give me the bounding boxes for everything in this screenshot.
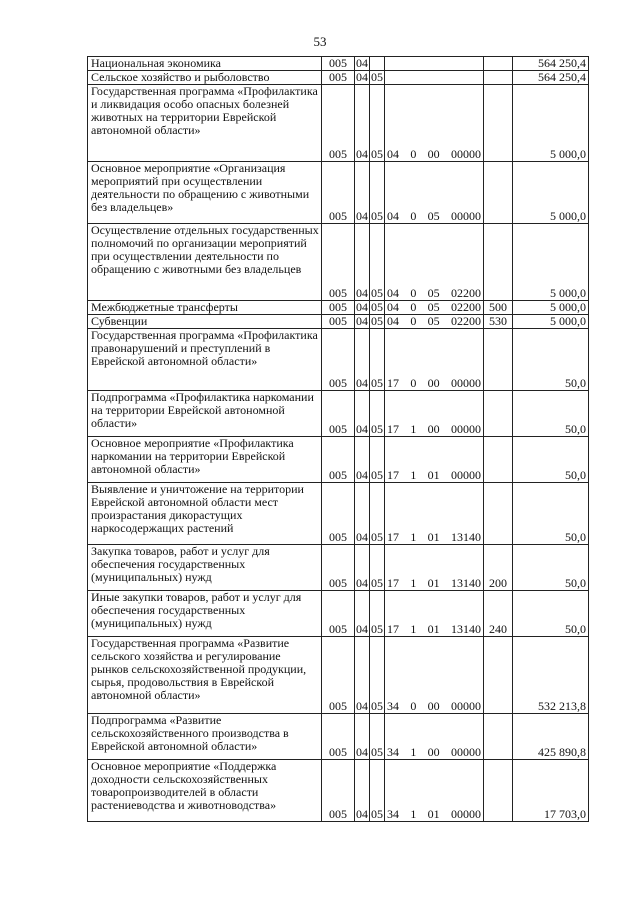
row-expense-type-code bbox=[484, 57, 513, 71]
row-name: Государственная программа «Профилактика и ликвидация особо опасных болезней животных на территории Еврейской автономной области» bbox=[88, 85, 322, 162]
row-name: Субвенции bbox=[88, 315, 322, 329]
target-article-code-part: 0 bbox=[410, 209, 417, 223]
row-amount: 532 213,8 bbox=[513, 637, 589, 714]
row-expense-type-code: 500 bbox=[484, 301, 513, 315]
target-article-code-part: 34 bbox=[387, 745, 399, 759]
row-target-article-code bbox=[385, 57, 484, 71]
row-amount: 425 890,8 bbox=[513, 714, 589, 760]
target-article-code-part: 01 bbox=[427, 576, 440, 590]
row-expense-type-code bbox=[484, 437, 513, 483]
row-ved-code: 005 bbox=[322, 57, 355, 71]
row-expense-type-code bbox=[484, 224, 513, 301]
row-amount: 50,0 bbox=[513, 591, 589, 637]
target-article-code-part: 04 bbox=[387, 209, 399, 223]
target-article-code-part: 1 bbox=[410, 745, 417, 759]
row-amount: 50,0 bbox=[513, 437, 589, 483]
row-amount: 564 250,4 bbox=[513, 71, 589, 85]
row-expense-type-code bbox=[484, 760, 513, 822]
row-amount: 17 703,0 bbox=[513, 760, 589, 822]
target-article-code-part: 0 bbox=[410, 376, 417, 390]
row-subsection-code: 05 bbox=[371, 70, 383, 84]
row-ved-code: 005 bbox=[322, 437, 355, 483]
target-article-code-part: 01 bbox=[427, 468, 440, 482]
target-article-code-part: 02200 bbox=[450, 286, 481, 300]
row-target-article-code bbox=[385, 329, 484, 391]
row-name: Основное мероприятие «Поддержка доходности сельскохозяйственных товаропроизводителей в области растениеводства и животноводства» bbox=[88, 760, 322, 822]
row-target-article-code bbox=[385, 301, 484, 315]
row-ved-code: 005 bbox=[322, 315, 355, 329]
target-article-code-part: 04 bbox=[387, 286, 399, 300]
row-section-code: 04 bbox=[356, 314, 368, 328]
target-article-code-part: 0 bbox=[410, 314, 417, 328]
row-expense-type-code bbox=[484, 85, 513, 162]
page-number: 53 bbox=[313, 34, 327, 49]
target-article-code-part: 00000 bbox=[450, 376, 481, 390]
row-target-article-code bbox=[385, 224, 484, 301]
row-expense-type-code bbox=[484, 329, 513, 391]
row-expense-type-code bbox=[484, 637, 513, 714]
row-target-article-code bbox=[385, 637, 484, 714]
row-target-article-code bbox=[385, 760, 484, 822]
target-article-code-part: 34 bbox=[387, 699, 399, 713]
row-name: Государственная программа «Развитие сельского хозяйства и регулирование рынков сельскохозяйственной продукции, сырья, продовольствия в Еврейской автономной области» bbox=[88, 637, 322, 714]
row-subsection-code: 05 bbox=[370, 329, 385, 391]
row-amount: 5 000,0 bbox=[513, 85, 589, 162]
row-subsection-code: 05 bbox=[370, 545, 385, 591]
target-article-code-part: 13140 bbox=[450, 622, 481, 636]
target-article-code-part: 17 bbox=[387, 622, 399, 636]
table-row bbox=[88, 591, 589, 637]
table-row bbox=[88, 760, 589, 822]
target-article-code-part: 0 bbox=[410, 300, 417, 314]
row-section-code: 04 bbox=[355, 591, 370, 637]
row-subsection-code: 05 bbox=[370, 637, 385, 714]
target-article-code-part: 05 bbox=[427, 300, 440, 314]
row-section-code: 04 bbox=[356, 56, 368, 70]
row-section-code: 04 bbox=[356, 70, 368, 84]
table-row bbox=[88, 301, 589, 315]
target-article-code-part: 13140 bbox=[450, 576, 481, 590]
row-amount: 5 000,0 bbox=[513, 315, 589, 329]
target-article-code-part: 04 bbox=[387, 147, 399, 161]
target-article-code-part: 00000 bbox=[450, 807, 481, 821]
row-expense-type-code bbox=[484, 71, 513, 85]
table-row bbox=[88, 162, 589, 224]
target-article-code-part: 0 bbox=[410, 286, 417, 300]
target-article-code-part: 17 bbox=[387, 422, 399, 436]
target-article-code-part: 13140 bbox=[450, 530, 481, 544]
row-target-article-code bbox=[385, 483, 484, 545]
row-subsection-code: 05 bbox=[370, 760, 385, 822]
row-target-article-code bbox=[385, 162, 484, 224]
row-section-code: 04 bbox=[355, 714, 370, 760]
row-ved-code: 005 bbox=[322, 162, 355, 224]
target-article-code-part: 17 bbox=[387, 376, 399, 390]
row-section-code: 04 bbox=[355, 545, 370, 591]
row-amount: 50,0 bbox=[513, 483, 589, 545]
row-name: Закупка товаров, работ и услуг для обеспечения государственных (муниципальных) нужд bbox=[88, 545, 322, 591]
row-subsection-code: 05 bbox=[370, 437, 385, 483]
table-row bbox=[88, 71, 589, 85]
row-expense-type-code: 530 bbox=[484, 315, 513, 329]
row-amount: 5 000,0 bbox=[513, 224, 589, 301]
table-row bbox=[88, 483, 589, 545]
target-article-code-part: 05 bbox=[427, 209, 440, 223]
row-amount: 50,0 bbox=[513, 329, 589, 391]
target-article-code-part: 00000 bbox=[450, 147, 481, 161]
target-article-code-part: 02200 bbox=[450, 300, 481, 314]
budget-table-body bbox=[88, 57, 589, 822]
target-article-code-part: 00 bbox=[427, 745, 440, 759]
row-subsection-code: 05 bbox=[370, 391, 385, 437]
row-name: Выявление и уничтожение на территории Еврейской автономной области мест произрастания дикорастущих наркосодержащих растений bbox=[88, 483, 322, 545]
row-name: Осуществление отдельных государственных полномочий по организации мероприятий при осуществлении деятельности по обращению с животными без владельцев bbox=[88, 224, 322, 301]
row-subsection-code: 05 bbox=[370, 162, 385, 224]
row-amount: 50,0 bbox=[513, 391, 589, 437]
row-section-code: 04 bbox=[355, 437, 370, 483]
target-article-code-part: 00000 bbox=[450, 468, 481, 482]
row-ved-code: 005 bbox=[322, 637, 355, 714]
row-section-code: 04 bbox=[355, 760, 370, 822]
row-expense-type-code bbox=[484, 391, 513, 437]
row-name: Основное мероприятие «Организация мероприятий при осуществлении деятельности по обращению с животными без владельцев» bbox=[88, 162, 322, 224]
table-row bbox=[88, 391, 589, 437]
row-name: Иные закупки товаров, работ и услуг для обеспечения государственных (муниципальных) нужд bbox=[88, 591, 322, 637]
target-article-code-part: 1 bbox=[410, 622, 417, 636]
target-article-code-part: 1 bbox=[410, 530, 417, 544]
row-amount: 5 000,0 bbox=[513, 301, 589, 315]
table-row bbox=[88, 57, 589, 71]
row-ved-code: 005 bbox=[322, 714, 355, 760]
row-subsection-code: 05 bbox=[371, 314, 383, 328]
row-amount: 564 250,4 bbox=[513, 57, 589, 71]
row-ved-code: 005 bbox=[322, 483, 355, 545]
row-ved-code: 005 bbox=[322, 760, 355, 822]
row-subsection-code: 05 bbox=[370, 85, 385, 162]
row-expense-type-code: 240 bbox=[484, 591, 513, 637]
row-target-article-code bbox=[385, 437, 484, 483]
target-article-code-part: 17 bbox=[387, 576, 399, 590]
target-article-code-part: 34 bbox=[387, 807, 399, 821]
row-name: Основное мероприятие «Профилактика наркомании на территории Еврейской автономной области» bbox=[88, 437, 322, 483]
row-subsection-code: 05 bbox=[370, 224, 385, 301]
row-ved-code: 005 bbox=[322, 85, 355, 162]
row-section-code: 04 bbox=[356, 300, 368, 314]
table-row bbox=[88, 714, 589, 760]
row-amount: 50,0 bbox=[513, 545, 589, 591]
row-subsection-code: 05 bbox=[371, 300, 383, 314]
row-ved-code: 005 bbox=[322, 591, 355, 637]
row-name: Подпрограмма «Развитие сельскохозяйственного производства в Еврейской автономной области» bbox=[88, 714, 322, 760]
target-article-code-part: 1 bbox=[410, 576, 417, 590]
row-ved-code: 005 bbox=[322, 224, 355, 301]
target-article-code-part: 00 bbox=[427, 699, 440, 713]
row-section-code: 04 bbox=[355, 162, 370, 224]
target-article-code-part: 04 bbox=[387, 300, 399, 314]
table-row bbox=[88, 545, 589, 591]
target-article-code-part: 00 bbox=[427, 147, 440, 161]
target-article-code-part: 04 bbox=[387, 314, 399, 328]
target-article-code-part: 05 bbox=[427, 286, 440, 300]
row-subsection-code: 05 bbox=[370, 483, 385, 545]
row-subsection-code bbox=[370, 57, 385, 71]
row-name: Государственная программа «Профилактика правонарушений и преступлений в Еврейской автономной области» bbox=[88, 329, 322, 391]
row-target-article-code bbox=[385, 714, 484, 760]
row-ved-code: 005 bbox=[322, 391, 355, 437]
row-expense-type-code: 200 bbox=[484, 545, 513, 591]
row-section-code: 04 bbox=[355, 391, 370, 437]
target-article-code-part: 00000 bbox=[450, 422, 481, 436]
row-target-article-code bbox=[385, 545, 484, 591]
table-row bbox=[88, 85, 589, 162]
target-article-code-part: 00 bbox=[427, 422, 440, 436]
target-article-code-part: 01 bbox=[427, 530, 440, 544]
row-name: Сельское хозяйство и рыболовство bbox=[88, 71, 322, 85]
row-section-code: 04 bbox=[355, 329, 370, 391]
table-row bbox=[88, 224, 589, 301]
budget-table bbox=[87, 56, 589, 822]
row-section-code: 04 bbox=[355, 224, 370, 301]
table-row bbox=[88, 637, 589, 714]
row-ved-code: 005 bbox=[322, 545, 355, 591]
row-name: Подпрограмма «Профилактика наркомании на территории Еврейской автономной области» bbox=[88, 391, 322, 437]
target-article-code-part: 01 bbox=[427, 622, 440, 636]
row-expense-type-code bbox=[484, 162, 513, 224]
target-article-code-part: 02200 bbox=[450, 314, 481, 328]
row-target-article-code bbox=[385, 315, 484, 329]
target-article-code-part: 00000 bbox=[450, 209, 481, 223]
row-subsection-code: 05 bbox=[370, 714, 385, 760]
target-article-code-part: 1 bbox=[410, 468, 417, 482]
target-article-code-part: 0 bbox=[410, 699, 417, 713]
row-name: Национальная экономика bbox=[88, 57, 322, 71]
row-ved-code: 005 bbox=[322, 329, 355, 391]
target-article-code-part: 17 bbox=[387, 468, 399, 482]
row-target-article-code bbox=[385, 591, 484, 637]
target-article-code-part: 00 bbox=[427, 376, 440, 390]
row-ved-code: 005 bbox=[322, 301, 355, 315]
row-subsection-code: 05 bbox=[370, 591, 385, 637]
target-article-code-part: 1 bbox=[410, 807, 417, 821]
row-ved-code: 005 bbox=[322, 71, 355, 85]
table-row bbox=[88, 315, 589, 329]
row-target-article-code bbox=[385, 71, 484, 85]
row-section-code: 04 bbox=[355, 637, 370, 714]
row-target-article-code bbox=[385, 85, 484, 162]
target-article-code-part: 17 bbox=[387, 530, 399, 544]
table-row bbox=[88, 329, 589, 391]
target-article-code-part: 00000 bbox=[450, 699, 481, 713]
table-row bbox=[88, 437, 589, 483]
target-article-code-part: 1 bbox=[410, 422, 417, 436]
row-section-code: 04 bbox=[355, 483, 370, 545]
target-article-code-part: 01 bbox=[427, 807, 440, 821]
row-section-code: 04 bbox=[355, 85, 370, 162]
row-amount: 5 000,0 bbox=[513, 162, 589, 224]
row-name: Межбюджетные трансферты bbox=[88, 301, 322, 315]
target-article-code-part: 05 bbox=[427, 314, 440, 328]
row-expense-type-code bbox=[484, 714, 513, 760]
row-expense-type-code bbox=[484, 483, 513, 545]
row-target-article-code bbox=[385, 391, 484, 437]
target-article-code-part: 0 bbox=[410, 147, 417, 161]
target-article-code-part: 00000 bbox=[450, 745, 481, 759]
